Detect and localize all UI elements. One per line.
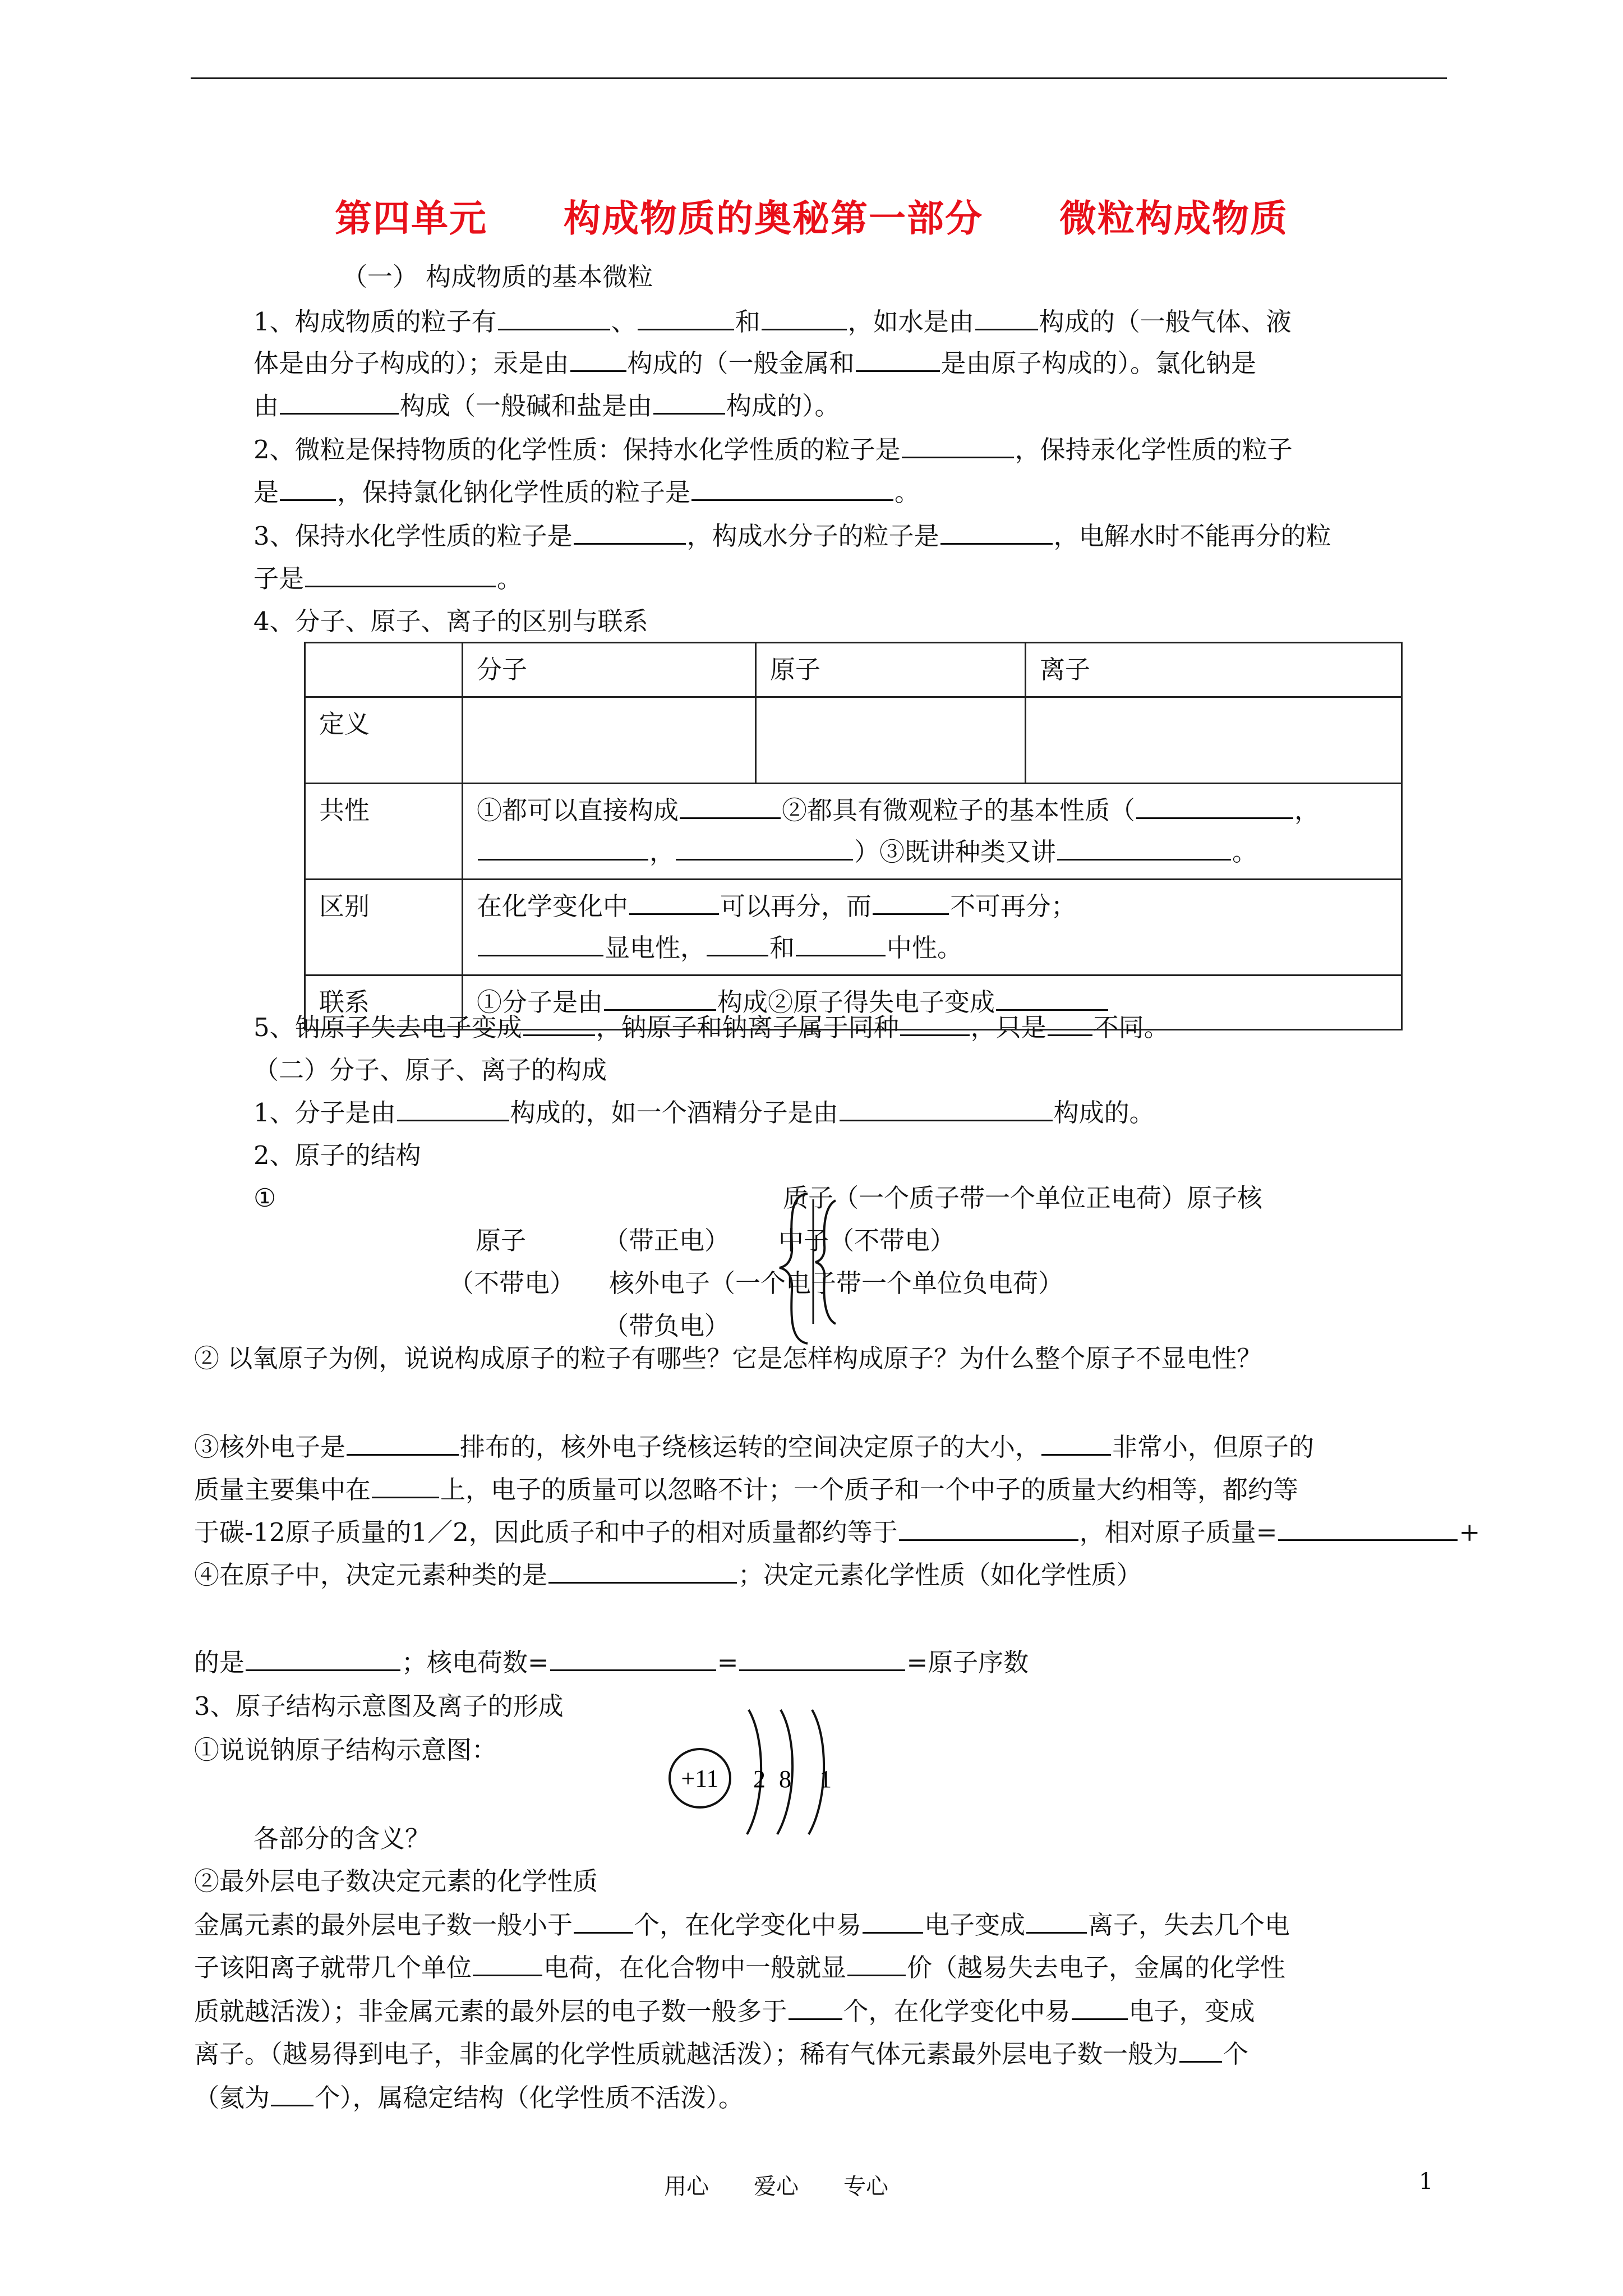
q2-text: 。 [895, 477, 920, 507]
q5-text: ，钠原子和钠离子属于同种 [596, 1013, 899, 1042]
blank[interactable] [280, 475, 336, 501]
cell-text: ②都具有微观粒子的基本性质（ [782, 795, 1136, 825]
cell-text: 显电性， [605, 933, 706, 963]
para-text: 电子变成 [924, 1910, 1026, 1940]
para-text: 电子，变成 [1128, 1996, 1255, 2026]
blank[interactable] [900, 1010, 970, 1036]
para-text: 个），属稳定结构（化学性质不活泼）。 [315, 2083, 744, 2113]
blank[interactable] [1072, 1994, 1128, 2020]
row-label-common: 共性 [305, 784, 463, 880]
table-header-molecule: 分子 [463, 643, 756, 697]
blank[interactable] [604, 984, 716, 1011]
blank[interactable] [707, 930, 768, 956]
table-header-ion: 离子 [1026, 643, 1402, 697]
table-cell[interactable] [463, 697, 756, 784]
para-text: 价（越易失去电子，金属的化学性 [907, 1953, 1286, 1982]
cell-text: 在化学变化中 [477, 891, 629, 921]
cell-text: ， [1294, 795, 1320, 825]
q2-line1 [253, 432, 1293, 468]
q2-text: ，保持氯化钠化学性质的粒子是 [337, 477, 691, 507]
s2-q1-text: 构成的。 [1053, 1098, 1155, 1128]
table-row [305, 697, 1402, 784]
diagram-electron: 核外电子（一个电子带一个单位负电荷） [609, 1268, 1064, 1298]
nucleus-charge: +11 [681, 1765, 719, 1792]
blank[interactable] [347, 1429, 459, 1456]
cell-text: 。 [1232, 837, 1258, 867]
s2-q2e-text: =原子序数 [906, 1648, 1029, 1677]
s2-q2c-line1 [194, 1429, 1314, 1465]
cell-text: 构成②原子得失电子变成 [717, 987, 995, 1017]
para-line5 [194, 2080, 744, 2116]
para-text: 个，在化学变化中易 [843, 1996, 1071, 2026]
s2-q2d-line [194, 1557, 1142, 1593]
para-text: 金属元素的最外层电子数一般小于 [194, 1910, 573, 1940]
s2-q3b: 各部分的含义？ [253, 1824, 431, 1853]
para-text: 离子。（越易得到电子，非金属的化学性质就越活泼）；稀有气体元素最外层电子数一般为 [194, 2039, 1179, 2069]
para-text: 电荷，在化合物中一般就显 [543, 1953, 847, 1982]
blank[interactable] [280, 388, 399, 415]
q3-text: 子是 [253, 564, 305, 593]
s2-q2c-text: 于碳-12原子质量的1／2，因此质子和中子的相对质量都约等于 [194, 1517, 898, 1547]
q5-text: 不同。 [1093, 1013, 1169, 1042]
q5-line [253, 1010, 1169, 1046]
s2-q2c-text: ，相对原子质量= [1079, 1517, 1278, 1547]
blank[interactable] [305, 561, 496, 587]
blank[interactable] [863, 1907, 923, 1934]
s2-q2b: ② 以氧原子为例，说说构成原子的粒子有哪些？它是怎样构成原子？为什么整个原子不显电性？ [194, 1343, 1262, 1373]
blank[interactable] [1057, 834, 1231, 861]
s2-q1-text: 1、分子是由 [253, 1098, 396, 1128]
blank[interactable] [873, 889, 949, 915]
s2-q2-heading: 2、原子的结构 [253, 1140, 421, 1170]
q1-text: 1、构成物质的粒子有 [253, 307, 497, 337]
blank[interactable] [676, 834, 853, 861]
atom-structure-brackets [768, 1184, 880, 1352]
blank[interactable] [996, 984, 1108, 1011]
cell-text: ①都可以直接构成 [477, 795, 679, 825]
blank[interactable] [739, 1645, 905, 1671]
s2-q1-text: 构成的，如一个酒精分子是由 [510, 1098, 838, 1128]
blank[interactable] [1179, 2036, 1222, 2063]
sodium-atom-diagram [662, 1700, 852, 1846]
blank[interactable] [856, 346, 940, 372]
blank[interactable] [940, 518, 1053, 545]
q1-line1 [253, 304, 1292, 340]
para-text: 个 [1223, 2039, 1249, 2069]
s2-q2c-line3 [194, 1515, 1480, 1550]
para-text: 离子，失去几个电 [1088, 1910, 1290, 1940]
q1-line3 [253, 388, 840, 424]
cell-text: ①分子是由 [477, 987, 603, 1017]
diagram-number: ① [253, 1183, 276, 1213]
para-line1 [194, 1907, 1290, 1943]
diagram-proton: 质子（一个质子带一个单位正电荷）原子核 [783, 1183, 1263, 1213]
table-cell[interactable] [1026, 697, 1402, 784]
s2-q1-line [253, 1095, 1155, 1131]
blank[interactable] [372, 1472, 439, 1498]
q1-text: ，如水是由 [847, 307, 974, 337]
page-number: 1 [1419, 2169, 1433, 2194]
diagram-atom: 原子 [476, 1226, 527, 1255]
s2-q2c-line2 [194, 1472, 1298, 1508]
cell-text: 不可再分； [950, 891, 1077, 921]
diagram-no-charge: （不带电） [449, 1268, 575, 1298]
blank[interactable] [246, 1645, 400, 1671]
shell2-electrons: 8 [779, 1765, 791, 1793]
q2-text: 2、微粒是保持物质的化学性质：保持水化学性质的粒子是 [253, 435, 901, 464]
row-label-difference: 区别 [305, 880, 463, 976]
para-line3 [194, 1994, 1255, 2030]
table-row [305, 784, 1402, 880]
q5-text: ，只是 [970, 1013, 1046, 1042]
s2-q3c: ②最外层电子数决定元素的化学性质 [194, 1866, 598, 1896]
table-row [305, 643, 1402, 697]
s2-q2c-text: ③核外电子是 [194, 1432, 346, 1462]
blank[interactable] [899, 1515, 1078, 1541]
header-rule [191, 77, 1447, 79]
cell-text: 中性。 [887, 933, 963, 963]
s2-q2d-text: ；决定元素化学性质（如化学性质） [738, 1560, 1142, 1590]
q4-heading: 4、分子、原子、离子的区别与联系 [253, 606, 648, 636]
s2-q2c-text: 非常小，但原子的 [1112, 1432, 1315, 1462]
para-text: 子该阳离子就带几个单位 [194, 1953, 472, 1982]
cell-text: 和 [769, 933, 795, 963]
q1-text: 构成的（一般气体、液 [1039, 307, 1292, 337]
blank[interactable] [1136, 793, 1293, 819]
s2-q2e-text: ；核电荷数= [402, 1648, 549, 1677]
blank[interactable] [523, 1010, 595, 1036]
blank[interactable] [762, 304, 847, 330]
section1-heading: （一） 构成物质的基本微粒 [342, 262, 653, 292]
s2-q2e-text: 的是 [194, 1648, 245, 1677]
blank[interactable] [653, 388, 725, 415]
q2-text: 是 [253, 477, 279, 507]
blank[interactable] [1041, 1429, 1111, 1456]
page-title: 第四单元 构成物质的奥秘第一部分 微粒构成物质 [335, 196, 1288, 240]
blank[interactable] [680, 793, 781, 819]
s2-q2e-text: = [717, 1648, 739, 1677]
q1-text: 、 [611, 307, 637, 337]
cell-text: ， [649, 837, 675, 867]
table-cell[interactable] [756, 697, 1026, 784]
s2-q3-heading: 3、原子结构示意图及离子的形成 [194, 1691, 564, 1721]
blank[interactable] [847, 1950, 906, 1976]
blank[interactable] [478, 930, 603, 956]
s2-q2c-text: + [1459, 1517, 1481, 1547]
blank[interactable] [548, 1557, 737, 1584]
q2-text: ，保持汞化学性质的粒子 [1015, 435, 1293, 464]
row-label-link: 联系 [305, 976, 463, 1030]
section2-heading: （二）分子、原子、离子的构成 [253, 1055, 607, 1085]
q1-text: 由 [253, 391, 279, 421]
common-cell [463, 784, 1402, 880]
blank[interactable] [570, 346, 626, 372]
s2-q2c-text: 质量主要集中在 [194, 1475, 371, 1504]
s2-q2e-line [194, 1645, 1029, 1681]
q1-text: 构成（一般碱和盐是由 [400, 391, 653, 421]
table-cell [305, 643, 463, 697]
blank[interactable] [629, 889, 719, 915]
blank[interactable] [691, 475, 893, 501]
difference-cell [463, 880, 1402, 976]
comparison-table [304, 642, 1403, 1030]
q3-line2 [253, 561, 522, 597]
q1-text: 和 [735, 307, 760, 337]
q5-text: 5、钠原子失去电子变成 [253, 1013, 522, 1042]
blank[interactable] [498, 304, 610, 330]
s2-q3a: ①说说钠原子结构示意图： [194, 1735, 497, 1765]
q2-line2 [253, 475, 920, 510]
blank[interactable] [397, 1095, 509, 1121]
cell-text: 可以再分，而 [720, 891, 872, 921]
q3-text: 3、保持水化学性质的粒子是 [253, 521, 573, 551]
para-text: 个，在化学变化中易 [634, 1910, 862, 1940]
q3-text: 。 [497, 564, 523, 593]
para-line2 [194, 1950, 1285, 1986]
diagram-positive: （带正电） [603, 1226, 730, 1255]
s2-q2c-text: 排布的，核外电子绕核运转的空间决定原子的大小， [460, 1432, 1041, 1462]
table-row [305, 880, 1402, 976]
blank[interactable] [1278, 1515, 1458, 1541]
para-line4 [194, 2036, 1248, 2072]
para-text: （氦为 [194, 2083, 270, 2113]
q3-text: ，电解水时不能再分的粒 [1053, 521, 1331, 551]
q1-text: 体是由分子构成的）；汞是由 [253, 348, 569, 378]
blank[interactable] [638, 304, 734, 330]
s2-q2c-text: 上，电子的质量可以忽略不计；一个质子和一个中子的质量大约相等，都约等 [440, 1475, 1299, 1504]
blank[interactable] [975, 304, 1038, 330]
q1-text: 构成的（一般金属和 [627, 348, 855, 378]
blank[interactable] [574, 1907, 633, 1934]
q3-text: ，构成水分子的粒子是 [686, 521, 939, 551]
row-label-definition: 定义 [305, 697, 463, 784]
diagram-neutron: 中子（不带电） [778, 1226, 956, 1255]
q1-text: 是由原子构成的）。氯化钠是 [940, 348, 1257, 378]
blank[interactable] [902, 432, 1014, 458]
blank[interactable] [796, 930, 886, 956]
q3-line1 [253, 518, 1331, 554]
shell1-electrons: 2 [753, 1765, 766, 1793]
blank[interactable] [271, 2080, 313, 2106]
blank[interactable] [1048, 1010, 1092, 1036]
blank[interactable] [574, 518, 686, 545]
blank[interactable] [1026, 1907, 1087, 1934]
cell-text: ）③既讲种类又讲 [854, 837, 1057, 867]
q1-text: 构成的）。 [726, 391, 840, 421]
para-text: 质就越活泼）；非金属元素的最外层的电子数一般多于 [194, 1996, 787, 2026]
footer-slogan: 用心 爱心 专心 [664, 2174, 888, 2200]
diagram-negative: （带负电） [603, 1311, 730, 1341]
shell3-electrons: 1 [819, 1765, 832, 1793]
s2-q2d-text: ④在原子中，决定元素种类的是 [194, 1560, 548, 1590]
table-header-atom: 原子 [756, 643, 1026, 697]
blank[interactable] [478, 834, 648, 861]
blank[interactable] [840, 1095, 1053, 1121]
blank[interactable] [473, 1950, 542, 1976]
q1-line2 [253, 346, 1256, 381]
blank[interactable] [789, 1994, 842, 2020]
blank[interactable] [550, 1645, 716, 1671]
